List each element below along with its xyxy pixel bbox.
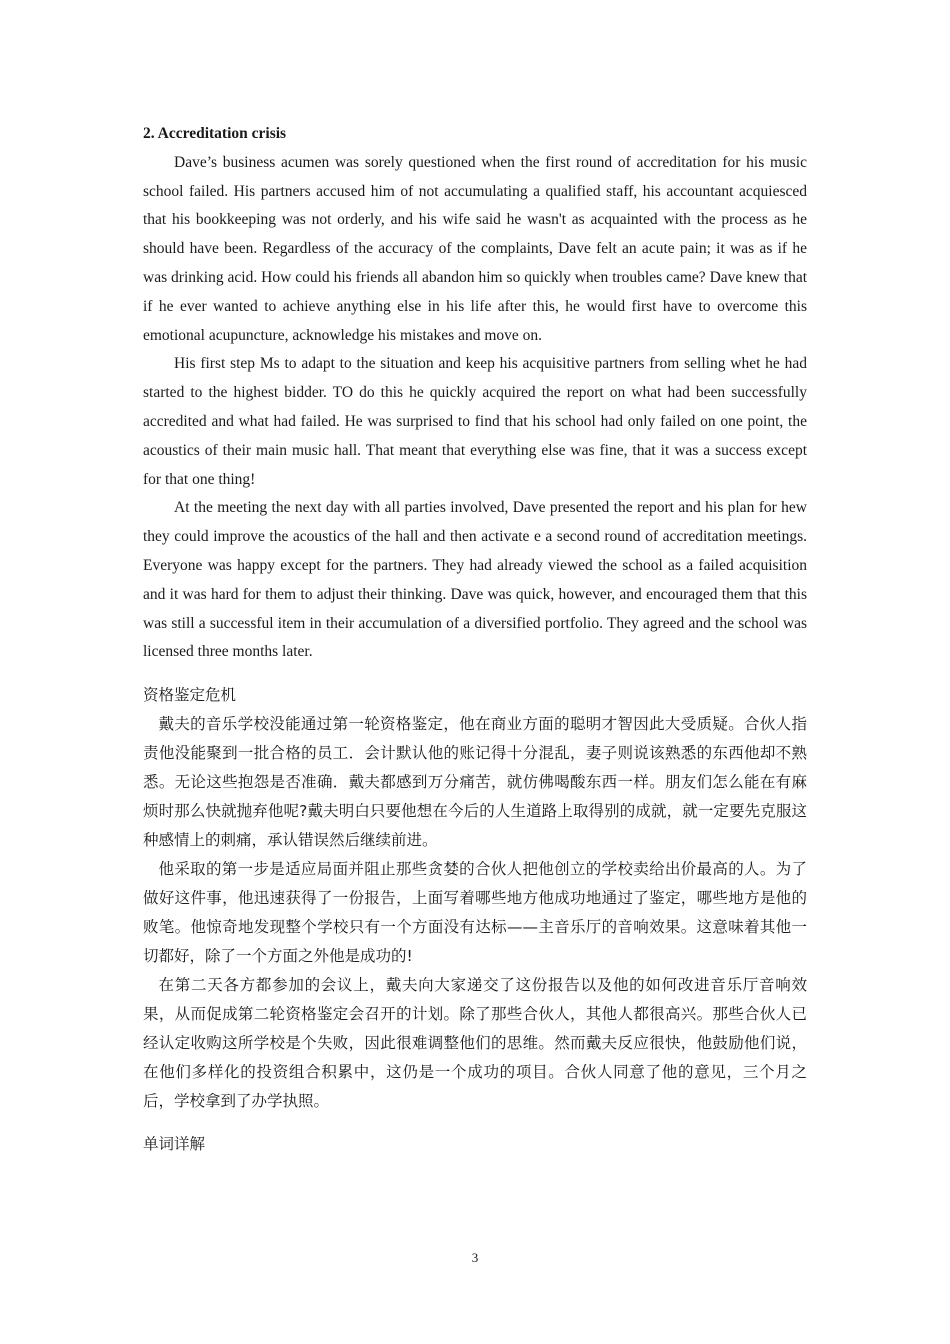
chinese-title: 资格鉴定危机 — [143, 686, 237, 705]
vocab-heading: 单词详解 — [143, 1135, 206, 1154]
section-spacer — [143, 1116, 807, 1130]
page-number: 3 — [471, 1250, 479, 1265]
english-paragraph-2: His first step Ms to adapt to the situation and keep his acquisitive partners from selling whet he had started to the highest bidder. TO do this he quickly acquired the report on what had been successfully accredited and what had failed. He was surprised to find that his school had only failed on one point, the acoustics of their main music hall. That meant that everything else was fine, that it was a success except for that one thing! — [143, 355, 807, 488]
chinese-paragraph-2: 他采取的第一步是适应局面并阻止那些贪婪的合伙人把他创立的学校卖给出价最高的人。为了做好这件事，他迅速获得了一份报告，上面写着哪些地方他成功地通过了鉴定，哪些地方是他的败笔。他惊奇地发现整个学校只有一个方面没有达标——主音乐厅的音响效果。这意味着其他一切都好，除了一个方面之外他是成功的! — [143, 860, 807, 966]
section-spacer — [143, 667, 807, 681]
chinese-paragraph-3: 在第二天各方都参加的会议上，戴夫向大家递交了这份报告以及他的如何改进音乐厅音响效果，从而促成第二轮资格鉴定会召开的计划。除了那些合伙人，其他人都很高兴。那些合伙人已经认定收购这所学校是个失败，因此很难调整他们的思维。然而戴夫反应很快，他鼓励他们说，在他们多样化的投资组合积累中，这仍是一个成功的项目。合伙人同意了他的意见，三个月之后，学校拿到了办学执照。 — [143, 976, 807, 1111]
document-body — [143, 120, 807, 1159]
english-paragraph-1: Dave’s business acumen was sorely questioned when the first round of accreditation for his music school failed. His partners accused him of not accumulating a qualified staff, his accountant acquiesced that his bookkeeping was not orderly, and his wife said he wasn't as acquainted with the process as he should have been. Regardless of the accuracy of the complaints, Dave felt an acute pain; it was as if he was drinking acid. How could his friends all abandon him so quickly when troubles came? Dave knew that if he ever wanted to achieve anything else in his life after this, he would first have to overcome this emotional acupuncture, acknowledge his mistakes and move on. — [143, 153, 807, 344]
chinese-paragraph-1: 戴夫的音乐学校没能通过第一轮资格鉴定，他在商业方面的聪明才智因此大受质疑。合伙人指责他没能聚到一批合格的员工．会计默认他的账记得十分混乱，妻子则说该熟悉的东西他却不熟悉。无论这些抱怨是否准确．戴夫都感到万分痛苦，就仿佛喝酸东西一样。朋友们怎么能在有麻烦时那么快就抛弃他呢?戴夫明白只要他想在今后的人生道路上取得别的成就，就一定要先克服这种感情上的刺痛，承认错误然后继续前进。 — [143, 715, 807, 850]
section-title: 2. Accreditation crisis — [143, 125, 287, 142]
english-paragraph-3: At the meeting the next day with all parties involved, Dave presented the report and his plan for hew they could improve the acoustics of the hall and then activate e a second round of accreditation meetings. Everyone was happy except for the partners. They had already viewed the school as a failed acquisition and it was hard for them to adjust their thinking. Dave was quick, however, and encouraged them that this was still a successful item in their accumulation of a diversified portfolio. They agreed and the school was licensed three months later. — [143, 499, 807, 661]
